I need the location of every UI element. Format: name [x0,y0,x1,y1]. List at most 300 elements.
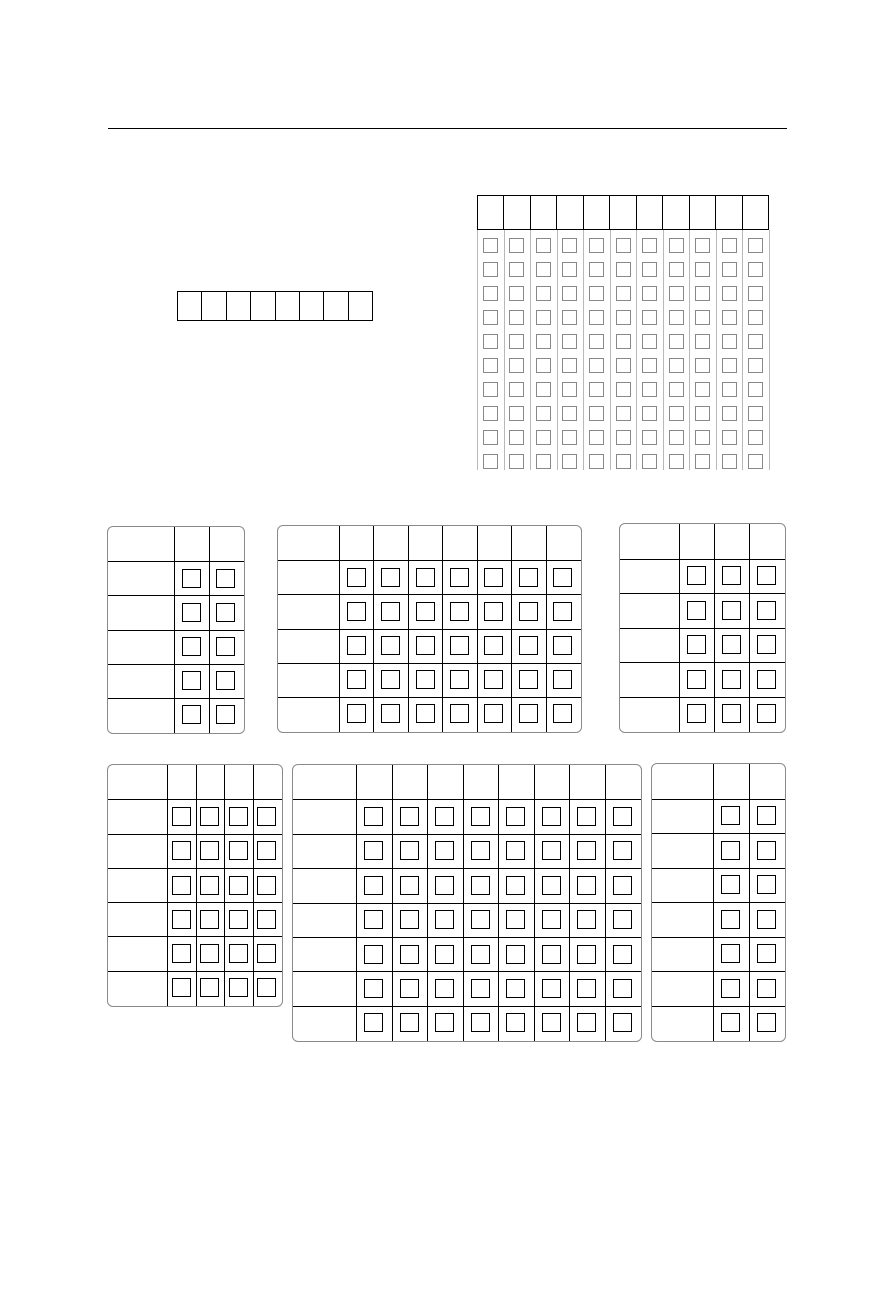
table-checkbox[interactable] [471,910,490,929]
grid-checkbox[interactable] [642,430,657,445]
table-checkbox[interactable] [229,944,248,963]
grid-checkbox[interactable] [748,286,763,301]
table-checkbox[interactable] [506,910,525,929]
grid-checkbox[interactable] [722,286,737,301]
grid-checkbox[interactable] [509,430,524,445]
grid-checkbox[interactable] [562,262,577,277]
table-checkbox[interactable] [435,979,454,998]
grid-column-line [689,230,690,470]
grid-column-line [530,230,531,470]
grid-checkbox[interactable] [562,454,577,469]
table-checkbox[interactable] [757,806,776,825]
grid-checkbox[interactable] [589,382,604,397]
grid-checkbox[interactable] [509,358,524,373]
grid-column-line [610,230,611,470]
table-checkbox[interactable] [229,807,248,826]
table-checkbox[interactable] [484,704,503,723]
grid-checkbox[interactable] [695,334,710,349]
grid-checkbox[interactable] [536,406,551,421]
table-checkbox[interactable] [450,602,469,621]
table-checkbox[interactable] [613,910,632,929]
table-checkbox[interactable] [687,670,706,689]
grid-checkbox[interactable] [483,358,498,373]
table-checkbox[interactable] [577,876,596,895]
table-checkbox[interactable] [519,670,538,689]
table-column-divider [546,526,547,732]
grid-header-cell [742,196,768,229]
table-checkbox[interactable] [722,635,741,654]
table-checkbox[interactable] [229,876,248,895]
table-checkbox[interactable] [484,636,503,655]
table-checkbox[interactable] [613,807,632,826]
table-checkbox[interactable] [200,944,219,963]
grid-checkbox[interactable] [722,238,737,253]
grid-checkbox[interactable] [695,358,710,373]
grid-checkbox[interactable] [562,334,577,349]
table-checkbox[interactable] [400,876,419,895]
grid-checkbox[interactable] [748,382,763,397]
table-checkbox[interactable] [757,875,776,894]
table-checkbox[interactable] [435,1013,454,1032]
grid-checkbox[interactable] [669,334,684,349]
table-checkbox[interactable] [172,841,191,860]
table-checkbox[interactable] [182,637,201,656]
table-checkbox[interactable] [364,945,383,964]
table-checkbox[interactable] [542,910,561,929]
grid-checkbox[interactable] [722,310,737,325]
table-checkbox[interactable] [613,945,632,964]
grid-checkbox[interactable] [562,382,577,397]
table-checkbox[interactable] [172,978,191,997]
table-checkbox[interactable] [519,568,538,587]
grid-checkbox[interactable] [589,454,604,469]
table-checkbox[interactable] [200,876,219,895]
grid-checkbox[interactable] [483,310,498,325]
grid-checkbox[interactable] [642,286,657,301]
table-checkbox[interactable] [542,1013,561,1032]
table-checkbox[interactable] [347,704,366,723]
grid-column-line [583,230,584,470]
grid-checkbox[interactable] [589,430,604,445]
table-column-divider [511,526,512,732]
table-checkbox[interactable] [229,841,248,860]
grid-checkbox[interactable] [562,238,577,253]
table-checkbox[interactable] [172,944,191,963]
grid-checkbox[interactable] [722,406,737,421]
grid-checkbox[interactable] [509,406,524,421]
grid-checkbox[interactable] [483,430,498,445]
checkbox-table [651,763,786,1042]
table-checkbox[interactable] [519,602,538,621]
table-checkbox[interactable] [542,807,561,826]
table-checkbox[interactable] [381,602,400,621]
grid-checkbox[interactable] [748,430,763,445]
grid-checkbox[interactable] [562,358,577,373]
table-checkbox[interactable] [257,807,276,826]
grid-checkbox[interactable] [695,286,710,301]
grid-checkbox[interactable] [536,262,551,277]
table-checkbox[interactable] [471,979,490,998]
table-checkbox[interactable] [542,876,561,895]
grid-checkbox[interactable] [483,454,498,469]
table-checkbox[interactable] [542,979,561,998]
grid-checkbox[interactable] [642,262,657,277]
table-checkbox[interactable] [471,1013,490,1032]
checkbox-table [107,526,245,734]
table-checkbox[interactable] [347,636,366,655]
grid-column-line [477,230,478,470]
grid-checkbox[interactable] [669,382,684,397]
table-checkbox[interactable] [435,807,454,826]
table-checkbox[interactable] [347,568,366,587]
table-checkbox[interactable] [182,603,201,622]
table-checkbox[interactable] [216,637,235,656]
table-checkbox[interactable] [200,841,219,860]
grid-checkbox[interactable] [589,358,604,373]
grid-checkbox[interactable] [536,286,551,301]
table-checkbox[interactable] [577,979,596,998]
table-checkbox[interactable] [400,1013,419,1032]
table-checkbox[interactable] [416,670,435,689]
table-checkbox[interactable] [435,945,454,964]
grid-checkbox[interactable] [616,334,631,349]
table-checkbox[interactable] [257,910,276,929]
table-checkbox[interactable] [364,1013,383,1032]
table-checkbox[interactable] [506,807,525,826]
table-checkbox[interactable] [182,705,201,724]
grid-checkbox[interactable] [695,454,710,469]
table-checkbox[interactable] [347,602,366,621]
grid-checkbox[interactable] [509,382,524,397]
grid-checkbox[interactable] [483,334,498,349]
table-checkbox[interactable] [381,636,400,655]
table-checkbox[interactable] [757,635,776,654]
grid-checkbox[interactable] [562,406,577,421]
table-checkbox[interactable] [484,670,503,689]
grid-checkbox[interactable] [642,310,657,325]
table-column-divider [749,764,750,1041]
table-checkbox[interactable] [721,841,740,860]
grid-checkbox[interactable] [589,310,604,325]
grid-checkbox[interactable] [695,430,710,445]
table-checkbox[interactable] [381,568,400,587]
table-checkbox[interactable] [257,944,276,963]
grid-checkbox[interactable] [589,406,604,421]
table-checkbox[interactable] [577,945,596,964]
table-checkbox[interactable] [216,603,235,622]
grid-checkbox[interactable] [669,238,684,253]
grid-checkbox[interactable] [509,310,524,325]
grid-checkbox[interactable] [669,286,684,301]
table-checkbox[interactable] [506,876,525,895]
grid-checkbox[interactable] [695,262,710,277]
table-column-divider [167,765,168,1006]
table-checkbox[interactable] [229,978,248,997]
grid-checkbox[interactable] [642,334,657,349]
table-checkbox[interactable] [257,978,276,997]
table-checkbox[interactable] [471,841,490,860]
table-checkbox[interactable] [721,1013,740,1032]
table-checkbox[interactable] [172,876,191,895]
table-checkbox[interactable] [172,807,191,826]
checkbox-table [107,764,283,1007]
grid-checkbox[interactable] [695,406,710,421]
grid-checkbox[interactable] [669,358,684,373]
table-checkbox[interactable] [416,602,435,621]
table-checkbox[interactable] [687,601,706,620]
grid-checkbox[interactable] [748,262,763,277]
grid-checkbox[interactable] [748,454,763,469]
table-checkbox[interactable] [613,841,632,860]
table-column-divider [569,765,570,1041]
grid-checkbox[interactable] [589,262,604,277]
grid-checkbox[interactable] [642,382,657,397]
table-checkbox[interactable] [400,979,419,998]
table-checkbox[interactable] [757,979,776,998]
grid-checkbox[interactable] [616,406,631,421]
table-checkbox[interactable] [435,876,454,895]
grid-checkbox[interactable] [669,262,684,277]
grid-checkbox[interactable] [616,310,631,325]
table-checkbox[interactable] [722,670,741,689]
table-checkbox[interactable] [553,670,572,689]
strip-cell [348,292,372,320]
table-checkbox[interactable] [216,705,235,724]
grid-checkbox[interactable] [695,238,710,253]
table-checkbox[interactable] [687,635,706,654]
table-checkbox[interactable] [364,807,383,826]
grid-checkbox[interactable] [642,238,657,253]
table-checkbox[interactable] [400,945,419,964]
grid-checkbox[interactable] [589,238,604,253]
grid-checkbox[interactable] [483,382,498,397]
checkbox-table [292,764,642,1042]
grid-header-cell [715,196,741,229]
table-checkbox[interactable] [364,841,383,860]
table-checkbox[interactable] [450,568,469,587]
table-checkbox[interactable] [721,875,740,894]
grid-checkbox[interactable] [536,382,551,397]
table-checkbox[interactable] [613,876,632,895]
grid-checkbox[interactable] [669,454,684,469]
grid-checkbox[interactable] [536,430,551,445]
table-checkbox[interactable] [200,910,219,929]
table-checkbox[interactable] [471,945,490,964]
table-checkbox[interactable] [613,979,632,998]
table-checkbox[interactable] [200,807,219,826]
table-checkbox[interactable] [757,1013,776,1032]
grid-checkbox[interactable] [722,262,737,277]
grid-checkbox[interactable] [616,286,631,301]
table-checkbox[interactable] [216,671,235,690]
grid-checkbox[interactable] [616,454,631,469]
table-checkbox[interactable] [416,704,435,723]
table-checkbox[interactable] [757,704,776,723]
table-checkbox[interactable] [450,704,469,723]
table-checkbox[interactable] [721,979,740,998]
grid-checkbox[interactable] [483,286,498,301]
grid-checkbox[interactable] [616,358,631,373]
grid-checkbox[interactable] [509,454,524,469]
table-checkbox[interactable] [757,601,776,620]
grid-checkbox[interactable] [669,406,684,421]
table-checkbox[interactable] [687,704,706,723]
table-checkbox[interactable] [484,602,503,621]
table-checkbox[interactable] [553,568,572,587]
grid-column-line [716,230,717,470]
table-checkbox[interactable] [400,841,419,860]
grid-checkbox[interactable] [695,382,710,397]
table-header-row [108,527,244,561]
table-checkbox[interactable] [542,945,561,964]
table-checkbox[interactable] [257,841,276,860]
table-checkbox[interactable] [553,636,572,655]
table-checkbox[interactable] [757,566,776,585]
grid-checkbox[interactable] [536,358,551,373]
grid-checkbox[interactable] [642,454,657,469]
table-checkbox[interactable] [400,807,419,826]
table-checkbox[interactable] [506,841,525,860]
grid-checkbox[interactable] [536,334,551,349]
grid-checkbox[interactable] [722,334,737,349]
grid-checkbox[interactable] [748,310,763,325]
grid-checkbox[interactable] [748,358,763,373]
grid-checkbox[interactable] [722,382,737,397]
strip-cell [201,292,225,320]
strip-cell [299,292,323,320]
table-checkbox[interactable] [471,876,490,895]
grid-checkbox[interactable] [562,430,577,445]
grid-checkbox[interactable] [483,238,498,253]
grid-checkbox[interactable] [748,238,763,253]
table-checkbox[interactable] [484,568,503,587]
table-checkbox[interactable] [416,568,435,587]
table-checkbox[interactable] [722,601,741,620]
table-checkbox[interactable] [687,566,706,585]
grid-checkbox[interactable] [509,262,524,277]
table-checkbox[interactable] [216,569,235,588]
table-checkbox[interactable] [542,841,561,860]
table-checkbox[interactable] [613,1013,632,1032]
table-checkbox[interactable] [577,841,596,860]
table-column-divider [392,765,393,1041]
table-checkbox[interactable] [229,910,248,929]
grid-checkbox[interactable] [509,334,524,349]
strip-cell [275,292,299,320]
grid-checkbox[interactable] [483,406,498,421]
table-checkbox[interactable] [381,704,400,723]
grid-checkbox[interactable] [536,310,551,325]
table-checkbox[interactable] [506,945,525,964]
table-checkbox[interactable] [553,602,572,621]
table-checkbox[interactable] [200,978,219,997]
table-checkbox[interactable] [721,944,740,963]
table-column-divider [442,526,443,732]
grid-header-cell [583,196,609,229]
table-checkbox[interactable] [257,876,276,895]
table-checkbox[interactable] [577,807,596,826]
table-checkbox[interactable] [721,910,740,929]
table-checkbox[interactable] [757,670,776,689]
table-checkbox[interactable] [722,704,741,723]
grid-checkbox[interactable] [562,310,577,325]
table-column-divider [196,765,197,1006]
grid-checkbox[interactable] [722,454,737,469]
table-checkbox[interactable] [364,876,383,895]
table-checkbox[interactable] [450,636,469,655]
grid-checkbox[interactable] [616,262,631,277]
table-checkbox[interactable] [416,636,435,655]
grid-checkbox[interactable] [722,358,737,373]
grid-column-line [557,230,558,470]
table-column-divider [224,765,225,1006]
table-checkbox[interactable] [722,566,741,585]
grid-checkbox[interactable] [589,334,604,349]
table-checkbox[interactable] [347,670,366,689]
table-checkbox[interactable] [506,1013,525,1032]
grid-checkbox[interactable] [642,406,657,421]
grid-checkbox[interactable] [562,286,577,301]
strip-cell [323,292,347,320]
grid-column-line [636,230,637,470]
table-column-divider [477,526,478,732]
table-checkbox[interactable] [577,1013,596,1032]
table-column-divider [174,527,175,733]
table-checkbox[interactable] [364,910,383,929]
grid-checkbox[interactable] [616,382,631,397]
grid-checkbox[interactable] [616,430,631,445]
grid-checkbox[interactable] [616,238,631,253]
table-checkbox[interactable] [172,910,191,929]
table-checkbox[interactable] [577,910,596,929]
table-checkbox[interactable] [506,979,525,998]
grid-checkbox[interactable] [669,310,684,325]
grid-checkbox[interactable] [695,310,710,325]
table-checkbox[interactable] [435,910,454,929]
checkbox-grid-header [477,195,769,230]
table-checkbox[interactable] [450,670,469,689]
grid-checkbox[interactable] [722,430,737,445]
table-checkbox[interactable] [721,806,740,825]
table-checkbox[interactable] [182,671,201,690]
table-checkbox[interactable] [435,841,454,860]
grid-checkbox[interactable] [536,238,551,253]
table-checkbox[interactable] [757,841,776,860]
table-checkbox[interactable] [381,670,400,689]
table-checkbox[interactable] [471,807,490,826]
table-checkbox[interactable] [400,910,419,929]
grid-checkbox[interactable] [748,334,763,349]
table-checkbox[interactable] [182,569,201,588]
table-checkbox[interactable] [519,636,538,655]
grid-checkbox[interactable] [642,358,657,373]
grid-checkbox[interactable] [509,238,524,253]
table-checkbox[interactable] [364,979,383,998]
grid-checkbox[interactable] [669,430,684,445]
grid-checkbox[interactable] [536,454,551,469]
checkbox-table [277,525,582,733]
grid-checkbox[interactable] [509,286,524,301]
grid-checkbox[interactable] [483,262,498,277]
table-checkbox[interactable] [553,704,572,723]
table-checkbox[interactable] [757,910,776,929]
grid-header-cell [530,196,556,229]
table-checkbox[interactable] [519,704,538,723]
grid-checkbox[interactable] [748,406,763,421]
grid-checkbox[interactable] [589,286,604,301]
table-checkbox[interactable] [757,944,776,963]
box-strip [177,291,373,321]
